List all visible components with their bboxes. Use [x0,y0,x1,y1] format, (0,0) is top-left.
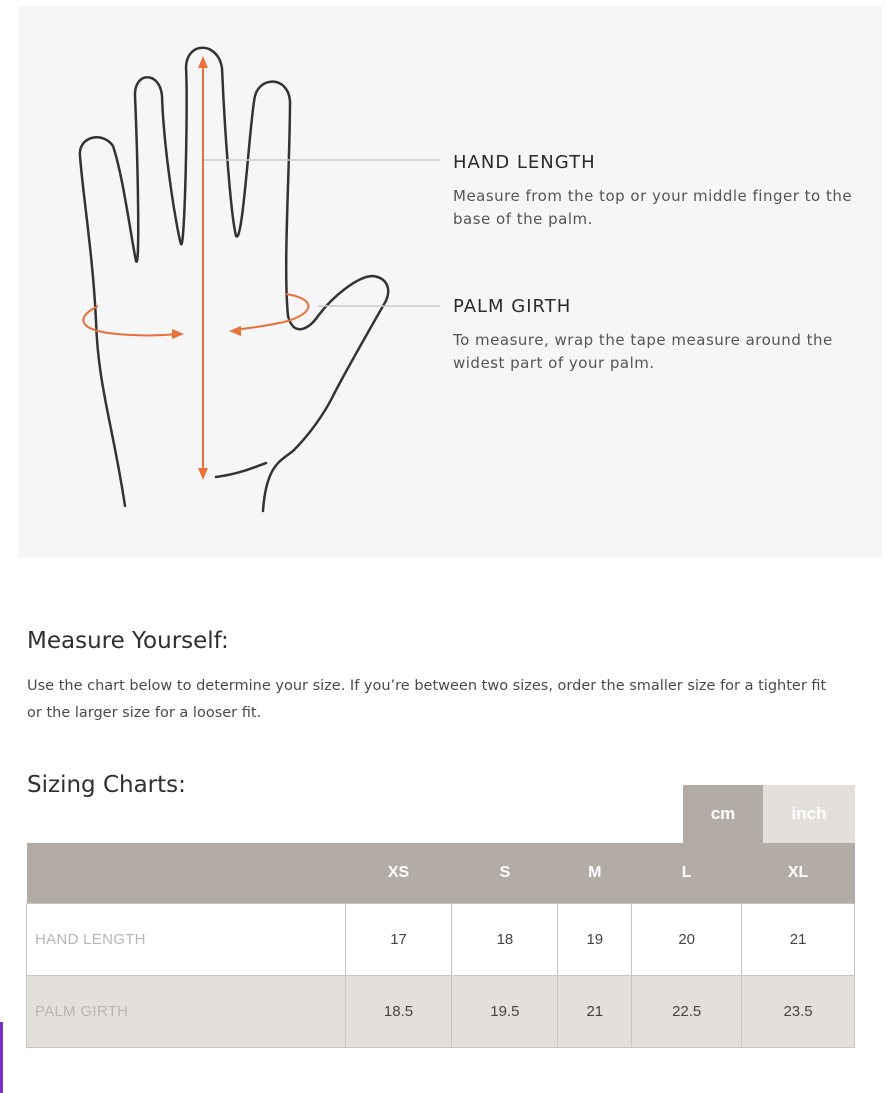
sizing-charts-title: Sizing Charts: [27,772,186,798]
table-cell: 17 [345,904,452,976]
unit-cm-button[interactable]: cm [683,785,763,843]
table-cell: 19 [558,904,632,976]
table-cell: 22.5 [632,976,742,1048]
palm-girth-callout [453,296,873,375]
table-cell: 18.5 [345,976,452,1048]
hand-measure-illustration [18,6,882,558]
header-size: L [632,843,742,904]
palm-girth-text: To measure, wrap the tape measure around the widest part of your palm. [453,331,833,372]
arrow-head-right [229,326,241,336]
table-cell: 19.5 [452,976,558,1048]
hand-outline [80,48,388,511]
header-size: M [558,843,632,904]
hand-diagram [18,6,882,558]
table-header-row [27,843,855,904]
table-cell: 18 [452,904,558,976]
header-size: XS [345,843,452,904]
table-cell: 23.5 [742,976,855,1048]
header-empty [27,843,346,904]
table-cell: 21 [742,904,855,976]
hand-length-title: HAND LENGTH [453,152,596,173]
arrow-head-left [172,329,184,339]
palm-base-line [216,463,266,477]
table-cell: 21 [558,976,632,1048]
header-size: XL [742,843,855,904]
unit-inch-button[interactable]: inch [763,785,855,843]
measure-yourself-text: Use the chart below to determine your size. If you’re between two sizes, order the smaller size for a tighter fit or the larger size for a looser fit. [27,678,827,721]
row-label: PALM GIRTH [27,976,346,1048]
arrow-head-bottom [198,468,208,480]
edge-marker [0,1022,3,1093]
sizing-table [26,843,855,1048]
row-label: HAND LENGTH [27,904,346,976]
table-cell: 20 [632,904,742,976]
header-size: S [452,843,558,904]
palm-girth-wrap-right [236,294,308,330]
hand-length-text: Measure from the top or your middle finger to the base of the palm. [453,187,853,228]
unit-toggle [683,785,855,843]
palm-girth-wrap-left [83,306,178,335]
measure-yourself-title: Measure Yourself: [27,628,229,654]
table-row [27,904,855,976]
arrow-head-top [198,56,208,68]
palm-girth-title: PALM GIRTH [453,296,572,317]
table-row [27,976,855,1048]
hand-length-callout [453,152,873,231]
